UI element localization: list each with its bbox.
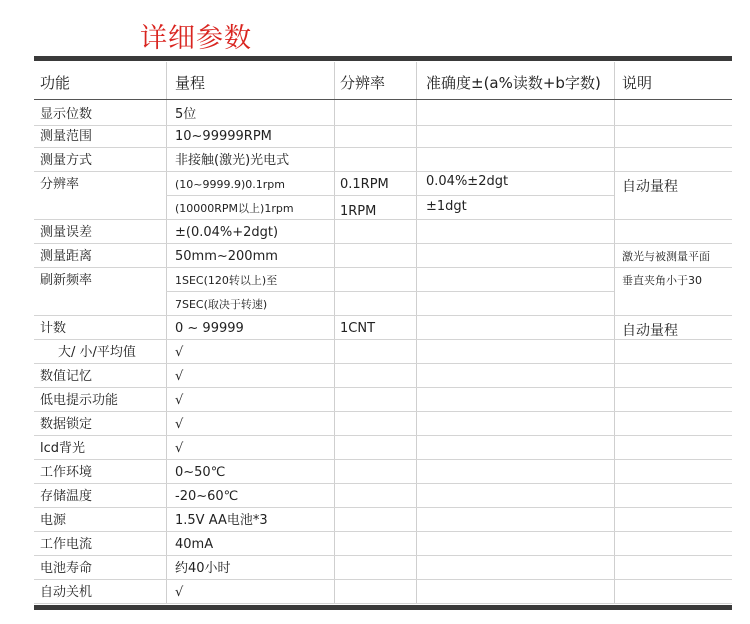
row-divider	[34, 459, 732, 460]
table-cell-range: 0 ~ 99999	[175, 321, 244, 336]
row-divider	[34, 603, 732, 604]
row-divider	[34, 507, 732, 508]
table-cell-func: 数值记忆	[40, 369, 93, 384]
table-cell-range: 10~99999RPM	[175, 129, 272, 144]
table-cell-range: (10~9999.9)0.1rpm	[175, 178, 285, 191]
table-cell-func: 计数	[40, 321, 67, 336]
table-cell-range: 非接触(激光)光电式	[175, 153, 290, 168]
row-divider	[34, 363, 732, 364]
column-divider	[614, 62, 615, 603]
table-cell-func: 低电提示功能	[40, 393, 119, 408]
table-cell-note: 激光与被测量平面	[622, 250, 710, 263]
page-title: 详细参数	[140, 23, 252, 54]
table-cell-accuracy: 0.04%±2dgt	[426, 174, 509, 189]
column-divider	[166, 62, 167, 603]
table-bottom-border	[34, 605, 732, 610]
table-cell-func: 显示位数	[40, 107, 93, 122]
table-cell-func: lcd背光	[40, 441, 86, 456]
header-cell: 准确度±(a%读数+b字数)	[426, 74, 601, 92]
table-cell-func: 测量范围	[40, 129, 93, 144]
table-cell-range: 40mA	[175, 537, 214, 552]
row-divider	[34, 147, 732, 148]
table-cell-range: ±(0.04%+2dgt)	[175, 225, 279, 240]
row-divider	[34, 125, 732, 126]
table-cell-range: √	[175, 393, 184, 408]
column-divider	[416, 62, 417, 603]
table-cell-func: 数据锁定	[40, 417, 93, 432]
table-cell-range: (10000RPM以上)1rpm	[175, 202, 294, 215]
table-cell-range: 1SEC(120转以上)至	[175, 274, 278, 287]
table-cell-accuracy: ±1dgt	[426, 199, 467, 214]
table-cell-range: √	[175, 585, 184, 600]
table-cell-range: √	[175, 345, 184, 360]
row-divider	[34, 315, 732, 316]
row-divider	[34, 219, 732, 220]
table-cell-note: 自动量程	[622, 323, 678, 339]
column-divider	[334, 62, 335, 603]
header-cell: 分辨率	[340, 74, 386, 92]
table-cell-range: 约40小时	[175, 561, 231, 576]
table-cell-func: 自动关机	[40, 585, 93, 600]
table-cell-resolution: 0.1RPM	[340, 177, 389, 192]
table-cell-func: 电源	[40, 513, 67, 528]
table-cell-func: 工作环境	[40, 465, 93, 480]
table-cell-func: 大/ 小/平均值	[58, 345, 136, 360]
table-cell-func: 测量误差	[40, 225, 93, 240]
table-cell-func: 电池寿命	[40, 561, 93, 576]
header-cell: 量程	[175, 74, 206, 92]
table-cell-range: 5位	[175, 107, 197, 122]
table-cell-func: 工作电流	[40, 537, 93, 552]
header-cell: 功能	[40, 74, 71, 92]
header-divider	[34, 99, 732, 100]
table-cell-note: 自动量程	[622, 179, 678, 195]
table-cell-range: 7SEC(取决于转速)	[175, 298, 268, 311]
row-divider	[34, 555, 732, 556]
row-divider	[34, 171, 732, 172]
table-cell-note: 垂直夹角小于30	[622, 274, 702, 287]
row-divider	[34, 531, 732, 532]
table-cell-range: 1.5V AA电池*3	[175, 513, 268, 528]
table-cell-func: 分辨率	[40, 177, 80, 192]
table-cell-func: 测量方式	[40, 153, 93, 168]
row-divider	[34, 411, 732, 412]
table-cell-range: 0~50℃	[175, 465, 226, 480]
row-divider	[34, 339, 732, 340]
row-divider	[34, 387, 732, 388]
row-divider	[34, 483, 732, 484]
table-cell-func: 测量距离	[40, 249, 93, 264]
table-cell-range: √	[175, 441, 184, 456]
row-divider	[34, 435, 732, 436]
table-cell-func: 存储温度	[40, 489, 93, 504]
table-cell-range: -20~60℃	[175, 489, 239, 504]
table-cell-resolution: 1CNT	[340, 321, 376, 336]
row-divider	[34, 267, 732, 268]
table-cell-resolution: 1RPM	[340, 204, 377, 219]
row-divider	[166, 195, 614, 196]
table-cell-range: √	[175, 369, 184, 384]
row-divider	[34, 243, 732, 244]
header-cell: 说明	[622, 74, 653, 92]
table-cell-range: 50mm~200mm	[175, 249, 278, 264]
table-cell-range: √	[175, 417, 184, 432]
table-cell-func: 刷新频率	[40, 273, 93, 288]
table-top-border	[34, 56, 732, 61]
row-divider	[166, 291, 614, 292]
row-divider	[34, 579, 732, 580]
